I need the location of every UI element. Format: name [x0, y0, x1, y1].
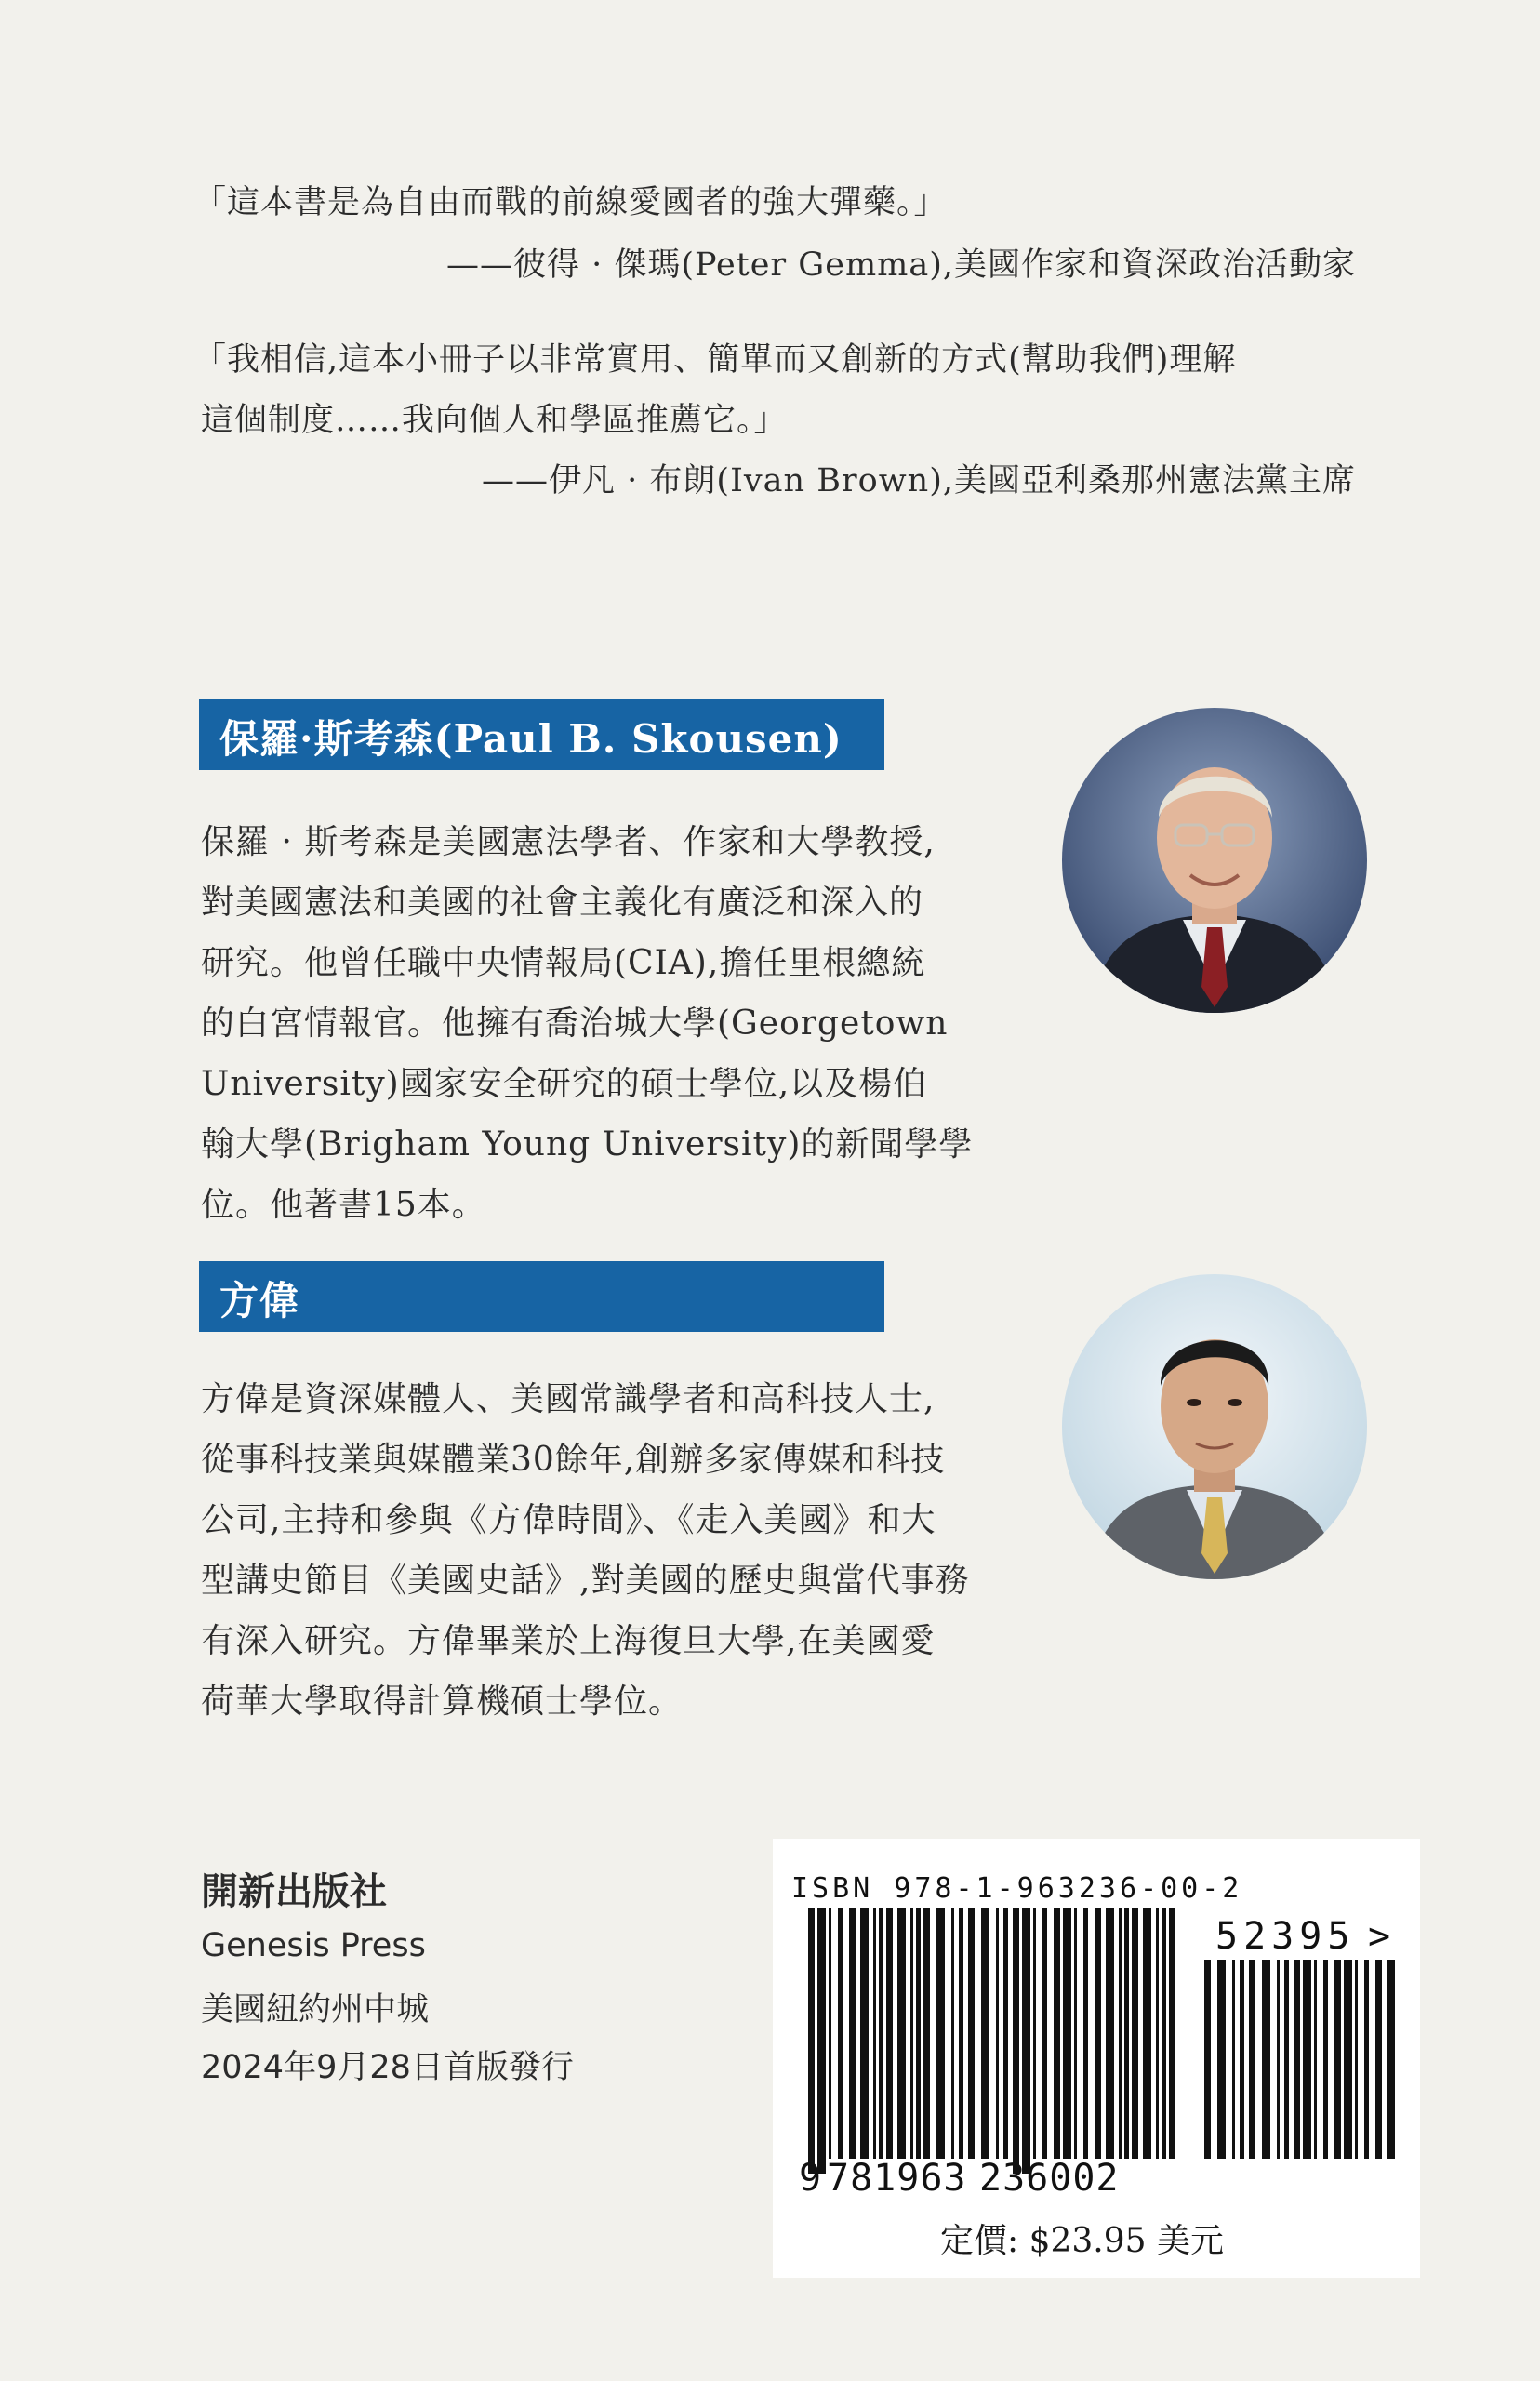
price-label: 定價: $23.95 美元	[940, 2222, 1224, 2260]
barcode-bar	[1162, 1908, 1166, 2159]
barcode-bar	[968, 1908, 975, 2159]
barcode-bar	[1232, 1960, 1235, 2159]
author-1-bio	[201, 812, 1002, 1235]
barcode-bar	[886, 1908, 893, 2159]
author-1-bio-line: 研究。他曾任職中央情報局(CIA),擔任里根總統	[201, 944, 926, 982]
barcode-bar	[1169, 1908, 1175, 2159]
barcode-bar	[1106, 1908, 1114, 2159]
barcode-bar	[959, 1908, 963, 2159]
barcode-digit-right: 236002	[979, 2157, 1120, 2200]
author-1-bio-line: University)國家安全研究的碩士學位,以及楊伯	[201, 1065, 928, 1103]
quote-1-attribution: ——彼得 · 傑瑪(Peter Gemma),美國作家和資深政治活動家	[445, 246, 1356, 284]
publisher-name-zh: 開新出版社	[201, 1870, 387, 1913]
barcode-bar	[1143, 1908, 1151, 2159]
author-2-bio-line: 方偉是資深媒體人、美國常識學者和高科技人士,	[201, 1380, 936, 1418]
barcode-bar	[1364, 1960, 1369, 2159]
barcode-bar	[1387, 1960, 1395, 2159]
quote-1-line-1: 「這本書是為自由而戰的前線愛國者的強大彈藥。」	[193, 184, 948, 221]
author-1-bio-line: 保羅 · 斯考森是美國憲法學者、作家和大學教授,	[201, 823, 936, 861]
author-2-bio-line: 從事科技業與媒體業30餘年,創辦多家傳媒和科技	[201, 1441, 946, 1479]
author-2-name: 方偉	[219, 1278, 300, 1324]
author-1-bio-line: 的白宮情報官。他擁有喬治城大學(Georgetown	[201, 1004, 949, 1043]
barcode-bar	[808, 1908, 815, 2174]
barcode-bar	[1262, 1960, 1270, 2159]
barcode-bar	[873, 1908, 876, 2159]
barcode-bar	[1063, 1908, 1071, 2159]
addon-digits: 52395	[1215, 1915, 1356, 1958]
author-1-name-bar	[199, 699, 884, 770]
barcode-bar	[849, 1908, 856, 2159]
addon-barcode-bars	[1204, 1960, 1395, 2159]
author-2-bio-line: 荷華大學取得計算機碩士學位。	[201, 1683, 684, 1721]
barcode-bar	[1284, 1960, 1289, 2159]
barcode-bar	[1314, 1960, 1317, 2159]
author-2-bio-line: 型講史節目《美國史話》,對美國的歷史與當代事務	[201, 1562, 970, 1600]
isbn-label: ISBN 978-1-963236-00-2	[791, 1872, 1243, 1905]
barcode-bar	[1003, 1908, 1008, 2159]
barcode-digit-prefix: 9	[799, 2157, 822, 2200]
barcode-panel	[773, 1839, 1420, 2278]
quote-2-line-2: 這個制度……我向個人和學區推薦它。」	[201, 402, 788, 439]
barcode-bar	[1344, 1960, 1352, 2159]
author-1-portrait	[1062, 708, 1367, 1013]
barcode-bar	[1355, 1960, 1358, 2159]
quote-2-attribution: ——伊凡 · 布朗(Ivan Brown),美國亞利桑那州憲法黨主席	[482, 462, 1356, 499]
barcode-graphic	[773, 1839, 1420, 2211]
author-2-bio-line: 有深入研究。方偉畢業於上海復旦大學,在美國愛	[201, 1622, 936, 1660]
addon-marker: >	[1368, 1915, 1391, 1958]
publication-date: 2024年9月28日首版發行	[201, 2049, 574, 2086]
barcode-bar	[1132, 1908, 1138, 2159]
barcode-bar	[1334, 1960, 1341, 2159]
barcode-bar	[1124, 1908, 1129, 2159]
author-1-bio-line: 位。他著書15本。	[201, 1186, 486, 1224]
barcode-bar	[1095, 1908, 1101, 2159]
barcode-bar	[936, 1908, 945, 2159]
barcode-bar	[879, 1908, 883, 2159]
barcode-bar	[1375, 1960, 1382, 2159]
author-2-name-bar	[199, 1261, 884, 1332]
barcode-bar	[1022, 1908, 1030, 2174]
author-1-bio-line: 對美國憲法和美國的社會主義化有廣泛和深入的	[201, 884, 924, 922]
barcode-bar	[1054, 1908, 1060, 2159]
barcode-bar	[1119, 1908, 1122, 2159]
barcode-bar	[860, 1908, 869, 2159]
barcode-bar	[897, 1908, 906, 2159]
barcode-bar	[1240, 1960, 1244, 2159]
barcode-digit-left: 781963	[827, 2157, 967, 2200]
barcode-bar	[1277, 1960, 1280, 2159]
barcode-bar	[1294, 1960, 1300, 2159]
quote-2-line-1: 「我相信,這本小冊子以非常實用、簡單而又創新的方式(幫助我們)理解	[193, 341, 1237, 379]
barcode-bar	[1323, 1960, 1328, 2159]
barcode-bar	[951, 1908, 954, 2159]
barcode-bar	[1033, 1908, 1036, 2159]
barcode-bar	[1083, 1908, 1088, 2159]
barcode-bar	[1217, 1960, 1226, 2159]
barcode-bar	[838, 1908, 843, 2159]
barcode-bar	[910, 1908, 913, 2159]
barcode-bar	[829, 1908, 831, 2159]
barcode-bar	[996, 1908, 999, 2159]
barcode-bar	[923, 1908, 930, 2159]
barcode-bar	[981, 1908, 989, 2159]
barcode-bar	[817, 1908, 826, 2174]
barcode-bar	[1074, 1908, 1077, 2159]
publisher-name-en: Genesis Press	[201, 1927, 426, 1964]
author-1-name: 保羅·斯考森(Paul B. Skousen)	[219, 716, 843, 762]
author-2-bio-line: 公司,主持和參與《方偉時間》、《走入美國》和大	[201, 1501, 936, 1539]
barcode-bar	[1204, 1960, 1211, 2159]
publisher-location: 美國紐約州中城	[201, 1991, 430, 2029]
barcode-bar	[1303, 1960, 1311, 2159]
barcode-bar	[1156, 1908, 1159, 2159]
barcode-bar	[1013, 1908, 1019, 2174]
main-barcode-bars	[808, 1908, 1175, 2174]
author-2-bio	[201, 1369, 1002, 1732]
barcode-bar	[1249, 1960, 1255, 2159]
barcode-bar	[916, 1908, 921, 2159]
author-2-portrait	[1062, 1274, 1367, 1579]
author-1-bio-line: 翰大學(Brigham Young University)的新聞學學	[201, 1125, 974, 1164]
barcode-bar	[1042, 1908, 1047, 2159]
